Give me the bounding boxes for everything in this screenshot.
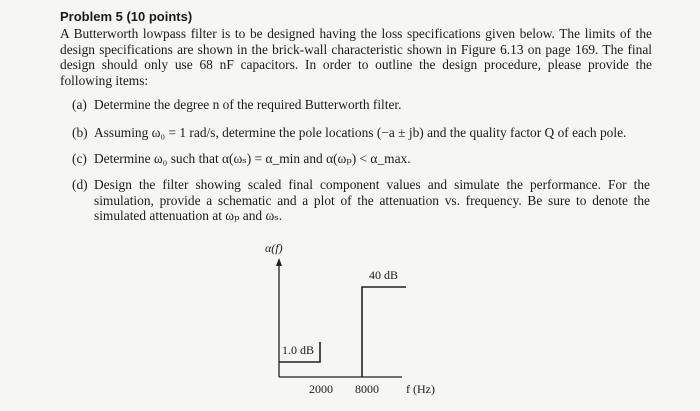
item-label: (c)	[72, 151, 87, 166]
stopband-limit	[362, 287, 406, 377]
item-text: Determine ω₀ such that α(ωₛ) = α_min and α(ωₚ) < α_max.	[94, 151, 411, 166]
x-axis-label: f (Hz)	[406, 382, 435, 396]
stopband-label: 40 dB	[369, 268, 399, 282]
y-axis-arrow	[276, 258, 282, 266]
tick-label-2000: 2000	[309, 382, 333, 396]
problem-title: Problem 5 (10 points)	[60, 9, 193, 24]
item-text: Determine the degree n of the required Butterworth filter.	[94, 97, 402, 112]
problem-intro: A Butterworth lowpass filter is to be designed having the loss specifications given below. The limits of the design specifications are shown in the brick-wall characteristic shown in Figure 6.13 on page 169. The final design should only use 68 nF capacitors. In order to outline the design procedure, please provide the following items:	[60, 26, 652, 88]
passband-label: 1.0 dB	[282, 343, 315, 357]
y-axis-label: α(f)	[265, 241, 283, 255]
item-text: Design the filter showing scaled final component values and simulate the performance. For the simulation, provide a schematic and a plot of the attenuation vs. frequency. Be sure to denote the simulated attenuation at ωₚ and ωₛ.	[94, 177, 650, 223]
item-text: Assuming ω₀ = 1 rad/s, determine the pole locations (−a ± jb) and the quality factor Q of each pole.	[94, 125, 627, 140]
item-label: (d)	[72, 177, 88, 192]
item-label: (b)	[72, 125, 88, 140]
tick-label-8000: 8000	[355, 382, 379, 396]
item-label: (a)	[72, 97, 87, 112]
